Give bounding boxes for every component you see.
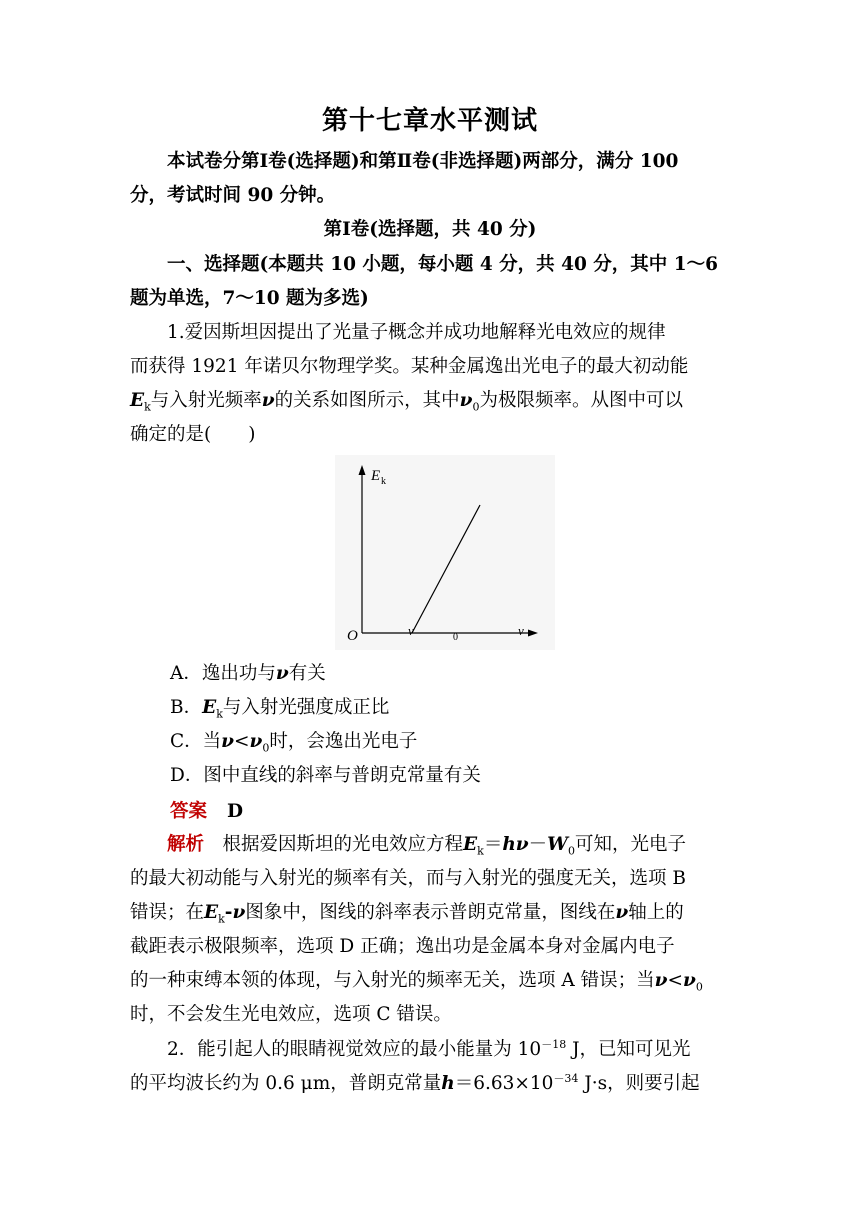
text: 的平均波长约为 0.6 μm，普朗克常量 — [130, 1073, 442, 1094]
symbol: h — [441, 1073, 455, 1094]
analysis-line — [130, 896, 730, 930]
symbol: E — [463, 834, 478, 855]
answer-line — [170, 795, 243, 829]
text: 的关系如图所示，其中 — [274, 390, 460, 411]
analysis-paragraph — [130, 828, 730, 1032]
text: ＝ — [483, 834, 503, 855]
text: － — [528, 834, 548, 855]
subscript: 0 — [567, 844, 575, 858]
option-a[interactable] — [170, 657, 326, 691]
text: 图象中，图线的斜率表示普朗克常量，图线在 — [245, 902, 616, 923]
text: - — [224, 902, 233, 923]
symbol: E — [204, 902, 219, 923]
text: J，已知可见光 — [566, 1039, 691, 1060]
question-line: 而获得 1921 年诺贝尔物理学奖。某种金属逸出光电子的最大初动能 — [130, 356, 689, 377]
y-axis-label-sub: k — [381, 476, 386, 487]
text: < — [667, 970, 683, 991]
question-1 — [130, 316, 730, 452]
x-axis-label: ν — [518, 623, 524, 638]
symbol: W — [547, 834, 568, 855]
symbol: E — [130, 390, 145, 411]
text: 2．能引起人的眼睛视觉效应的最小能量为 10 — [167, 1039, 542, 1060]
symbol: ν — [459, 390, 473, 411]
text: 根据爱因斯坦的光电效应方程 — [222, 834, 464, 855]
superscript: －34 — [553, 1071, 579, 1085]
text: 与入射光频率 — [150, 390, 262, 411]
symbol: ν — [682, 970, 696, 991]
y-axis-arrow — [359, 465, 366, 475]
y-axis-label: E — [371, 468, 381, 484]
intro-line: 分，考试时间 90 分钟。 — [130, 185, 336, 206]
symbol: ν — [275, 663, 289, 684]
question-line — [130, 1033, 730, 1067]
subscript: k — [477, 844, 484, 858]
subscript: k — [216, 707, 223, 721]
part-heading-line: 一、选择题(本题共 10 小题，每小题 4 分，共 40 分，其中 1～6 — [167, 254, 718, 275]
text: 错误；在 — [130, 902, 205, 923]
option-c[interactable] — [170, 725, 417, 759]
option-text: 有关 — [288, 663, 326, 684]
option-b[interactable] — [170, 691, 389, 725]
analysis-line — [130, 828, 730, 862]
origin-label: O — [347, 628, 358, 644]
x-intercept-sub: 0 — [453, 632, 458, 643]
text: J·s，则要引起 — [578, 1073, 700, 1094]
question-line: 1.爱因斯坦因提出了光量子概念并成功地解释光电效应的规律 — [167, 322, 666, 343]
analysis-line — [130, 964, 730, 998]
option-text: B． — [170, 697, 203, 718]
option-text: 时，会逸出光电子 — [269, 731, 418, 752]
answer-label: 答案 — [170, 801, 208, 822]
option-text: C．当 — [170, 731, 222, 752]
analysis-label: 解析 — [167, 834, 205, 855]
part-heading — [130, 248, 730, 316]
symbol: ν — [249, 731, 263, 752]
graph-svg — [335, 455, 555, 650]
intro-line: 本试卷分第Ⅰ卷(选择题)和第Ⅱ卷(非选择题)两部分，满分 100 — [167, 151, 679, 172]
option-text: 与入射光强度成正比 — [222, 697, 390, 718]
text: 的一种束缚本领的体现，与入射光的频率无关，选项 A 错误；当 — [130, 970, 655, 991]
subscript: k — [218, 912, 225, 926]
option-text: < — [234, 731, 250, 752]
analysis-line: 时，不会发生光电效应，选项 C 错误。 — [130, 1004, 452, 1025]
text: 轴上的 — [628, 902, 684, 923]
text: 为极限频率。从图中可以 — [479, 390, 684, 411]
section-title: 第Ⅰ卷(选择题，共 40 分) — [323, 219, 537, 240]
text: ＝6.63×10 — [454, 1073, 554, 1094]
text: 可知，光电子 — [574, 834, 686, 855]
question-line — [130, 1067, 730, 1101]
graph-line — [412, 505, 480, 633]
option-text: A．逸出功与 — [170, 663, 276, 684]
part-heading-line: 题为单选，7～10 题为多选) — [130, 288, 369, 309]
page-title: 第十七章水平测试 — [321, 106, 538, 136]
question-line — [130, 384, 730, 418]
analysis-line: 的最大初动能与入射光的频率有关，而与入射光的强度无关，选项 B — [130, 868, 686, 889]
symbol: hν — [502, 834, 529, 855]
subscript: k — [144, 400, 151, 414]
symbol: ν — [654, 970, 668, 991]
intro-paragraph — [130, 145, 730, 213]
symbol: E — [202, 697, 217, 718]
symbol: ν — [232, 902, 246, 923]
answer-value: D — [227, 801, 244, 822]
superscript: －18 — [541, 1037, 567, 1051]
question-line: 确定的是( ) — [130, 424, 256, 445]
question-2 — [130, 1033, 730, 1101]
option-d[interactable]: D．图中直线的斜率与普朗克常量有关 — [170, 765, 481, 786]
x-axis-arrow — [528, 630, 538, 637]
analysis-line: 截距表示极限频率，选项 D 正确；逸出功是金属本身对金属内电子 — [130, 936, 675, 957]
symbol: ν — [261, 390, 275, 411]
symbol: ν — [615, 902, 629, 923]
x-intercept-label: ν — [408, 623, 414, 638]
subscript: 0 — [695, 980, 703, 994]
subscript: 0 — [262, 741, 270, 755]
symbol: ν — [221, 731, 234, 752]
ek-vs-frequency-graph — [335, 455, 555, 650]
subscript: 0 — [472, 400, 480, 414]
